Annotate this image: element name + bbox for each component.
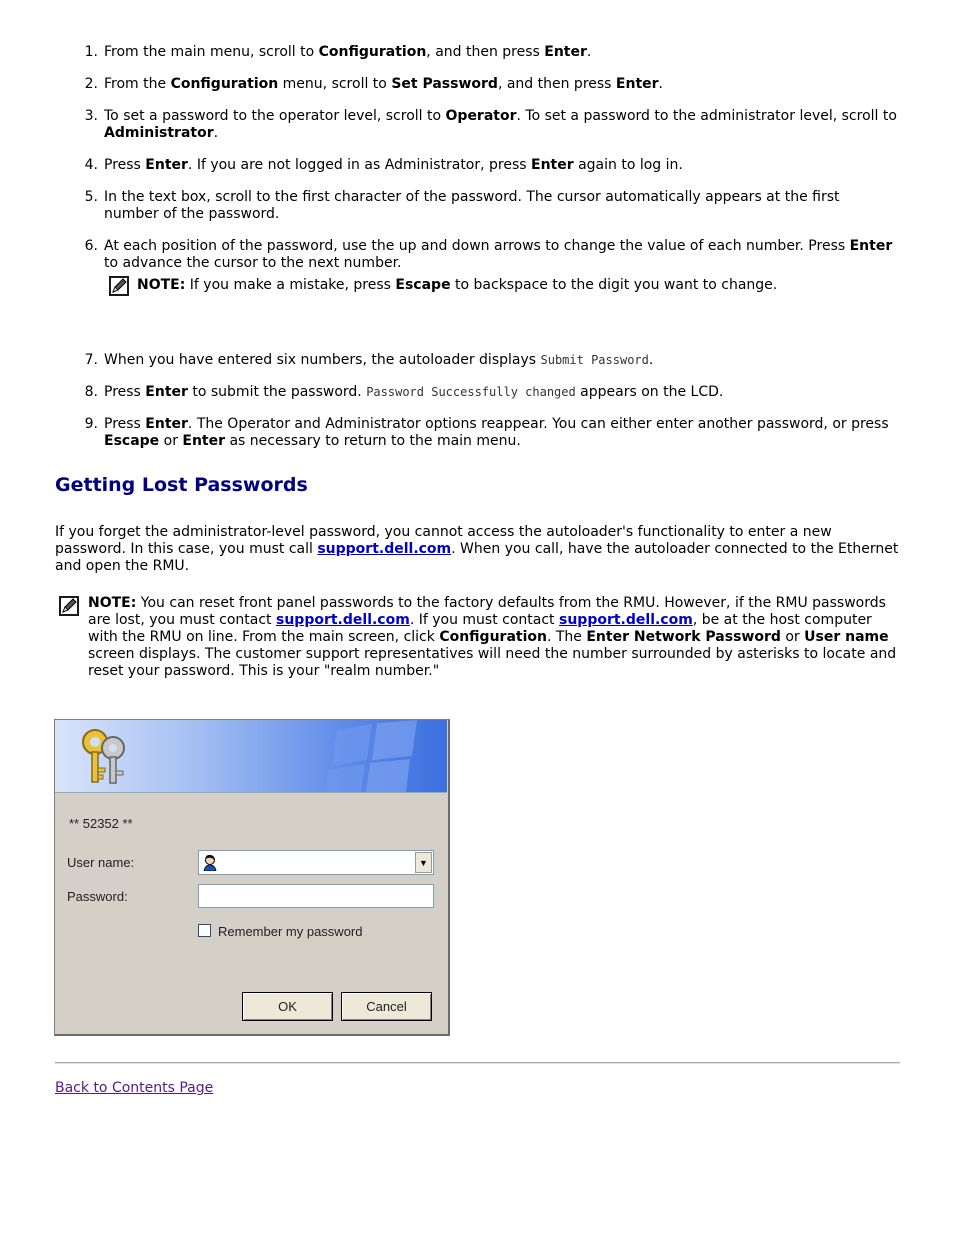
step-5: 5. In the text box, scroll to the first character of the password. The cursor automatically appears at the first number of the password. — [62, 189, 897, 223]
password-label: Password: — [67, 889, 128, 904]
note-pencil-icon — [108, 275, 130, 297]
password-input[interactable] — [198, 884, 434, 908]
step-9: 9. Press Enter. The Operator and Administrator options reappear. You can either enter another password, or press Escape or Enter as necessary to return to the main menu. — [62, 416, 897, 450]
reset-note: NOTE: You can reset front panel passwords to the factory defaults from the RMU. However, if the RMU passwords are lost, you must contact support.dell.com. If you must contact support.dell.com, be at the host computer with the RMU on line. From the main screen, click Configuration. The Enter Network Password or User name screen displays. The customer support representatives will need the number surrounded by asterisks to locate and reset your password. This is your "realm number." — [55, 595, 900, 680]
step-1: 1. From the main menu, scroll to Configuration, and then press Enter. — [62, 44, 897, 61]
step-6: 6. At each position of the password, use the up and down arrows to change the value of each number. Press Enter to advance the cursor to the next number. NOTE: If you make a mistake, press Escape to backspace to the digit you want to change. — [62, 238, 897, 337]
step-8: 8. Press Enter to submit the password. Password Successfully changed appears on the LCD. — [62, 384, 897, 401]
cancel-button[interactable]: Cancel — [341, 992, 432, 1021]
ok-button[interactable]: OK — [242, 992, 333, 1021]
lcd-message: Submit Password — [540, 353, 649, 367]
procedure-steps — [62, 44, 897, 465]
keys-icon — [75, 724, 135, 788]
support-link[interactable]: support.dell.com — [559, 612, 693, 628]
windows-logo-watermark — [317, 720, 447, 792]
remember-password-label: Remember my password — [218, 924, 363, 939]
section-title: Getting Lost Passwords — [55, 474, 308, 496]
step-number: 9. — [84, 416, 98, 432]
user-name-label: User name: — [67, 855, 135, 870]
back-to-contents-link[interactable]: Back to Contents Page — [55, 1080, 214, 1096]
support-link[interactable]: support.dell.com — [317, 541, 452, 557]
step-3: 3. To set a password to the operator level, scroll to Operator. To set a password to the administrator level, scroll to Administrator. — [62, 108, 897, 142]
step-4: 4. Press Enter. If you are not logged in as Administrator, press Enter again to log in. — [62, 157, 897, 174]
lost-password-paragraph: If you forget the administrator-level password, you cannot access the autoloader's functionality to enter a new password. In this case, you must call support.dell.com. When you call, have the autoloader connected to the Ethernet and open the RMU. — [55, 524, 899, 574]
step-number: 8. — [84, 384, 98, 400]
step-number: 7. — [84, 352, 98, 368]
step-number: 5. — [84, 189, 98, 205]
step-7: 7. When you have entered six numbers, the autoloader displays Submit Password. — [62, 352, 897, 369]
divider — [55, 1062, 900, 1064]
dialog-banner — [55, 720, 447, 793]
step-number: 3. — [84, 108, 98, 124]
inline-note: NOTE: If you make a mistake, press Escape to backspace to the digit you want to change. — [104, 277, 897, 297]
dropdown-arrow-icon[interactable]: ▼ — [415, 852, 432, 873]
step-number: 1. — [84, 44, 98, 60]
step-number: 4. — [84, 157, 98, 173]
note-pencil-icon — [58, 595, 80, 617]
step-number: 6. — [84, 238, 98, 254]
user-name-combobox[interactable] — [198, 850, 434, 875]
remember-password-checkbox[interactable] — [198, 924, 211, 937]
realm-number: ** 52352 ** — [69, 816, 133, 831]
lcd-message: Password Successfully changed — [366, 385, 576, 399]
step-number: 2. — [84, 76, 98, 92]
support-link[interactable]: support.dell.com — [276, 612, 410, 628]
login-dialog-screenshot — [54, 719, 450, 1036]
step-2: 2. From the Configuration menu, scroll to Set Password, and then press Enter. — [62, 76, 897, 93]
user-icon — [202, 854, 218, 871]
